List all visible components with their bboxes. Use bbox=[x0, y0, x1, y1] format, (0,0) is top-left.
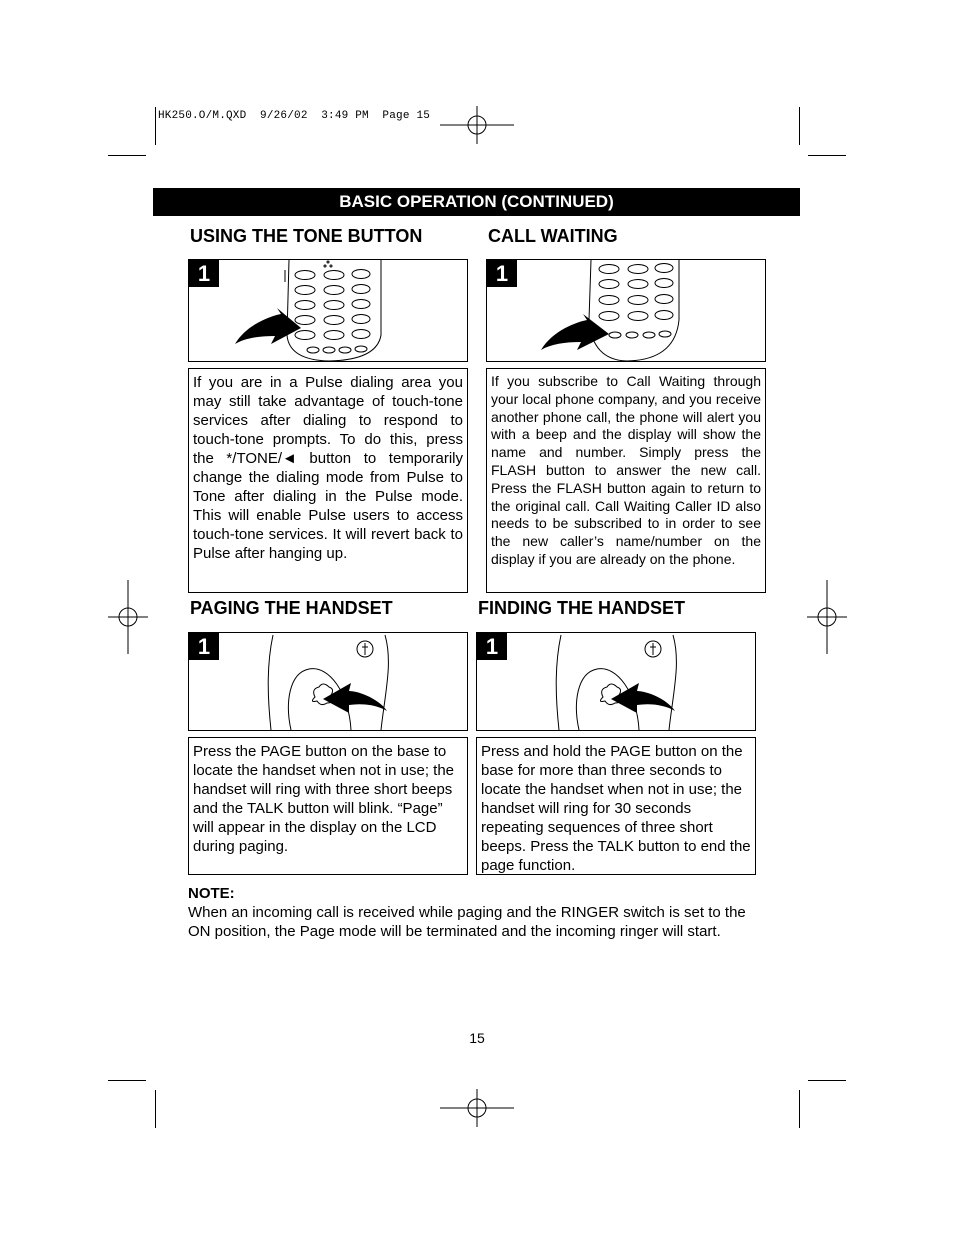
finding-figure bbox=[476, 632, 756, 731]
call-waiting-heading: CALL WAITING bbox=[488, 226, 618, 246]
note-label: NOTE: bbox=[188, 885, 235, 902]
section-banner: BASIC OPERATION (CONTINUED) bbox=[153, 188, 800, 216]
step-number: 1 bbox=[189, 633, 219, 660]
paging-description: Press the PAGE button on the base to locate the handset when not in use; the handset will ring with three short beeps and the TALK button will blink. “Page” will appear in the display on the LCD during paging. bbox=[188, 737, 468, 875]
step-number: 1 bbox=[477, 633, 507, 660]
call-waiting-figure bbox=[486, 259, 766, 362]
finding-heading: FINDING THE HANDSET bbox=[478, 598, 685, 618]
tone-heading: USING THE TONE BUTTON bbox=[190, 226, 423, 246]
tone-figure bbox=[188, 259, 468, 362]
tone-description: If you are in a Pulse dialing area you may still take advantage of touch-tone services after dialing to respond to touch-tone prompts. To do this, press the */TONE/◄ button to temporarily change the dialing mode from Pulse to Tone after dialing in the Pulse mode. This will enable Pulse users to access touch-tone services. It will revert back to Pulse after hanging up. bbox=[188, 368, 468, 593]
base-page-button-illustration bbox=[477, 633, 755, 730]
print-slug: HK250.O/M.QXD 9/26/02 3:49 PM Page 15 bbox=[158, 110, 431, 122]
call-waiting-description: If you subscribe to Call Waiting through your local phone company, and you receive another phone call, the phone will alert you with a beep and the display will show the name and number. Simply press the FLASH button to answer the new call. Press the FLASH button again to return to the original call. Call Waiting Caller ID also needs to be subscribed to in order to see the new caller’s name/number on the display if you are already on the phone. bbox=[486, 368, 766, 593]
note-text: When an incoming call is received while paging and the RINGER switch is set to the ON position, the Page mode will be terminated and the incoming ringer will start. bbox=[188, 904, 746, 940]
base-page-button-illustration bbox=[189, 633, 467, 730]
step-number: 1 bbox=[189, 260, 219, 287]
step-number: 1 bbox=[487, 260, 517, 287]
paging-heading: PAGING THE HANDSET bbox=[190, 598, 393, 618]
handset-keypad-illustration bbox=[189, 260, 467, 361]
handset-keypad-illustration bbox=[487, 260, 765, 361]
finding-description: Press and hold the PAGE button on the base for more than three seconds to locate the handset when not in use; the handset will ring for 30 seconds repeating sequences of three short beeps. Press the TALK button to end the page function. bbox=[476, 737, 756, 875]
paging-figure bbox=[188, 632, 468, 731]
page-number: 15 bbox=[469, 1030, 485, 1046]
